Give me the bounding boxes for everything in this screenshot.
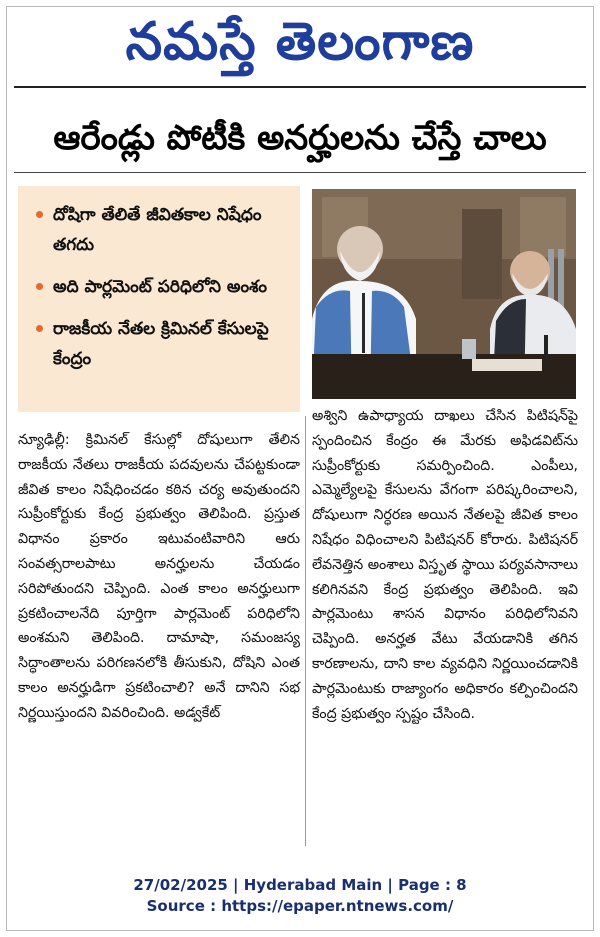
article-headline: ఆరేండ్లు పోటీకి అనర్హులను చేస్తే చాలు	[53, 118, 547, 158]
highlight-item	[36, 272, 290, 302]
edition-line: 27/02/2025 | Hyderabad Main | Page : 8	[133, 876, 467, 894]
source-line: Source : https://epaper.ntnews.com/	[146, 897, 454, 915]
highlight-text: దోషిగా తేలితే జీవితకాల నిషేధం తగదు	[53, 205, 262, 255]
bullet-icon	[36, 283, 43, 290]
masthead-rule	[14, 86, 586, 88]
highlights-box	[18, 186, 300, 412]
highlight-text: అది పార్లమెంట్ పరిధిలోని అంశం	[53, 277, 268, 297]
column-divider	[305, 416, 306, 846]
article-body-right: అశ్విని ఉపాధ్యాయ దాఖలు చేసిన పిటిషన్‌పై స్పందించిన కేంద్రం ఈ మేరకు అఫిడవిట్‌ను సుప్రీంకోర్టుకు సమర్పించింది. ఎంపీలు, ఎమ్మెల్యేలపై కేసులను వేగంగా పరిష్కరించాలని, దోషులుగా నిర్ధరణ అయిన నేతలపై జీవిత కాలం నిషేధం విధించాలని పిటిషనర్ కోరారు. పిటిషనర్ లేవనెత్తిన అంశాలు విస్తృత స్థాయి పర్యవసానాలు కలిగినవని కేంద్ర ప్రభుత్వం తెలిపింది. ఇవి పార్లమెంటు శాసన విధానం పరిధిలోనివని చెప్పింది. అనర్హత వేటు వేయడానికి తగిన కారణాలను, దాని కాల వ్యవధిని నిర్ణయించడానికి పార్లమెంటుకు రాజ్యాంగం అధికారం కల్పించిందని కేంద్ర ప్రభుత్వం స్పష్టం చేసింది.	[312, 408, 578, 722]
headline-rule	[14, 172, 586, 173]
article-body-left: న్యూఢిల్లీ: క్రిమినల్ కేసుల్లో దోషులుగా తేలిన రాజకీయ నేతలు రాజకీయ పదవులను చేపట్టకుండా జీవిత కాలం నిషేధించడం కఠిన చర్య అవుతుందని సుప్రీంకోర్టుకు కేంద్ర ప్రభుత్వం తెలిపింది. ప్రస్తుత విధానం ప్రకారం ఇటువంటివారిని ఆరు సంవత్సరాలపాటు అనర్హులను చేయడం సరిపోతుందని చెప్పింది. ఎంత కాలం అనర్హులుగా ప్రకటించాలనేది పూర్తిగా పార్లమెంట్ పరిధిలోని అంశమని తెలిపింది. దామాషా, సమంజస్య సిద్ధాంతాలను పరిగణనలోకి తీసుకుని, దోషిని ఎంత కాలం అనర్హుడిగా ప్రకటించాలి? అనే దానిని సభ నిర్ణయిస్తుందని వివరించింది. అడ్వకేట్	[18, 432, 300, 721]
highlight-item	[36, 200, 290, 260]
masthead-logo: నమస్తే తెలంగాణ	[125, 12, 475, 72]
bullet-icon	[36, 325, 43, 332]
news-photo	[312, 189, 576, 399]
highlight-text: రాజకీయ నేతల క్రిమినల్ కేసులపై కేంద్రం	[53, 319, 269, 369]
highlight-item	[36, 314, 290, 374]
masthead	[0, 8, 600, 78]
news-photo-illustration	[312, 189, 576, 399]
bullet-icon	[36, 211, 43, 218]
